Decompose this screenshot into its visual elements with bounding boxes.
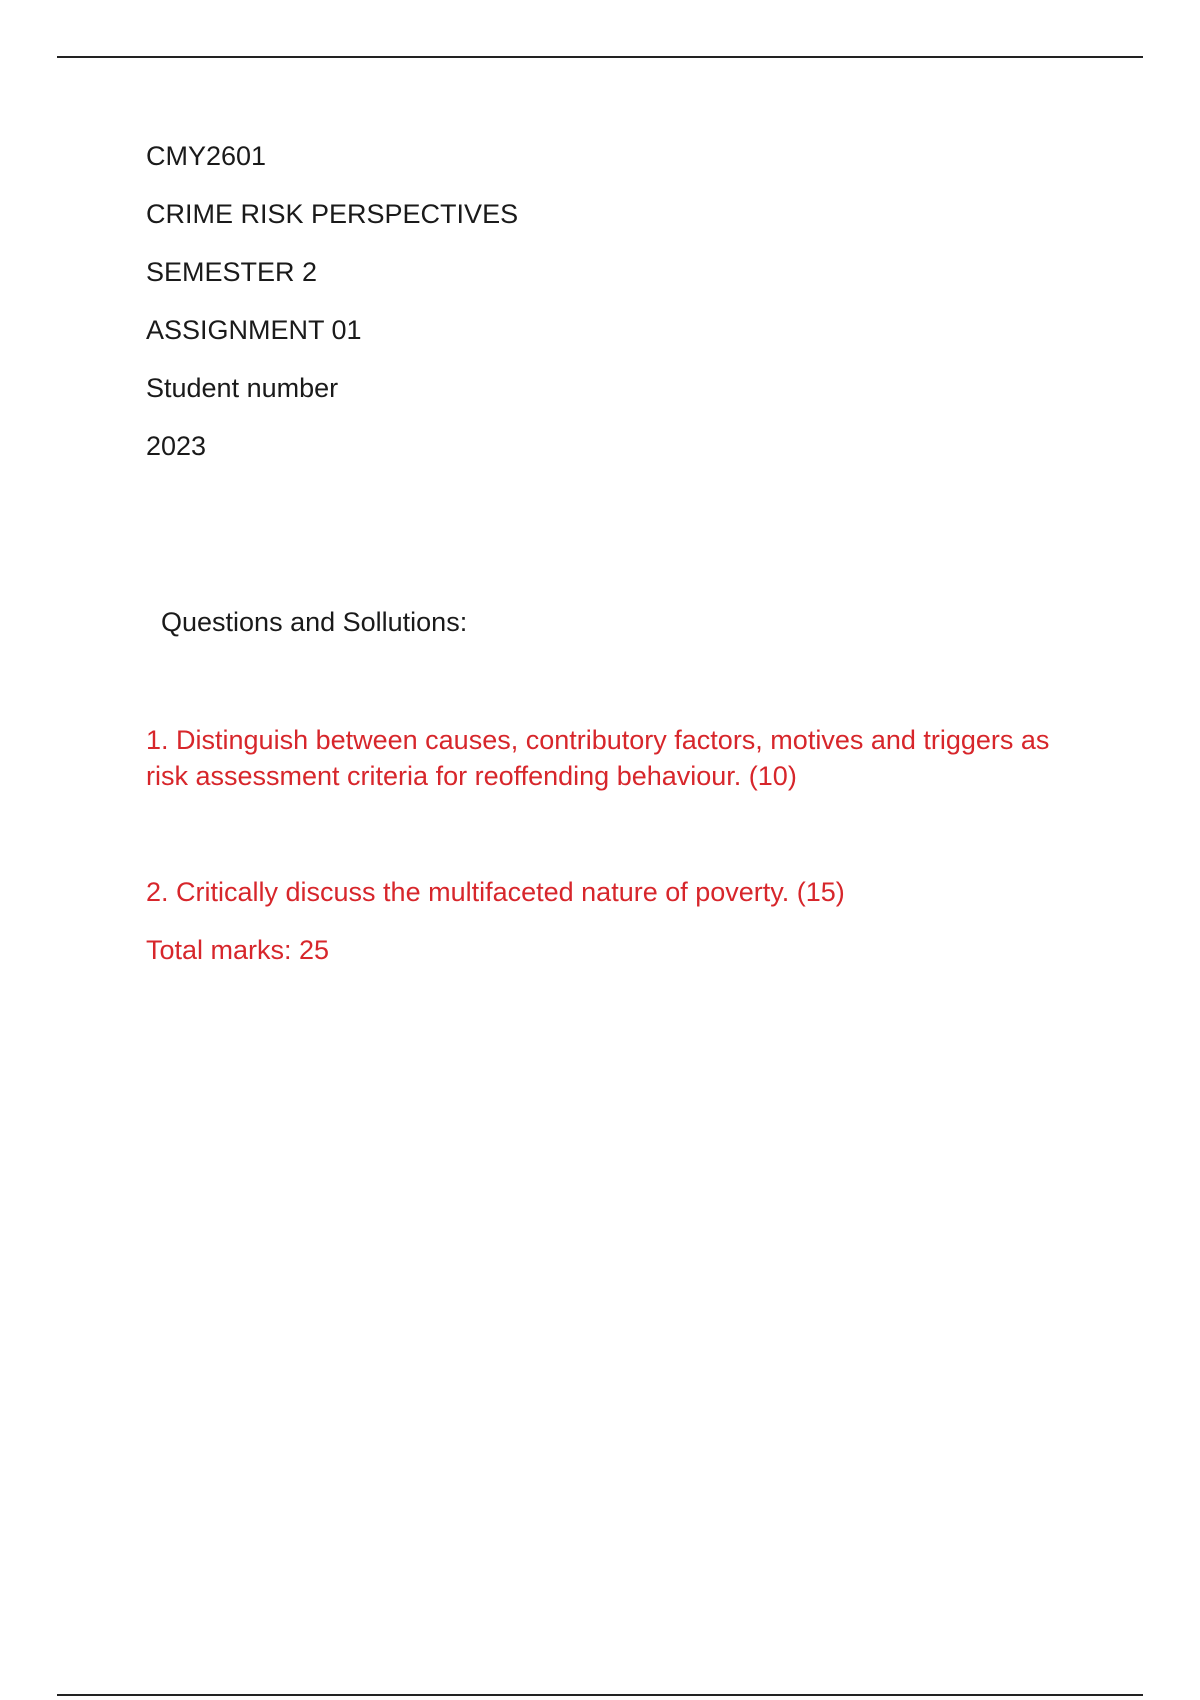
question-1: 1. Distinguish between causes, contributory factors, motives and triggers as risk assessment criteria for reoffending behaviour. (10)	[146, 725, 1050, 791]
student-number-label: Student number	[146, 373, 339, 403]
assignment-number: ASSIGNMENT 01	[146, 315, 362, 345]
course-title: CRIME RISK PERSPECTIVES	[146, 199, 519, 229]
question-2: 2. Critically discuss the multifaceted nature of poverty. (15)	[146, 877, 845, 907]
questions-list	[146, 722, 1096, 968]
course-code: CMY2601	[146, 141, 267, 171]
semester: SEMESTER 2	[146, 257, 318, 287]
total-marks: Total marks: 25	[146, 935, 330, 965]
document-header	[146, 140, 1086, 488]
year: 2023	[146, 431, 207, 461]
top-divider	[57, 56, 1143, 58]
bottom-divider	[57, 1694, 1143, 1696]
questions-heading: Questions and Sollutions:	[161, 607, 468, 637]
